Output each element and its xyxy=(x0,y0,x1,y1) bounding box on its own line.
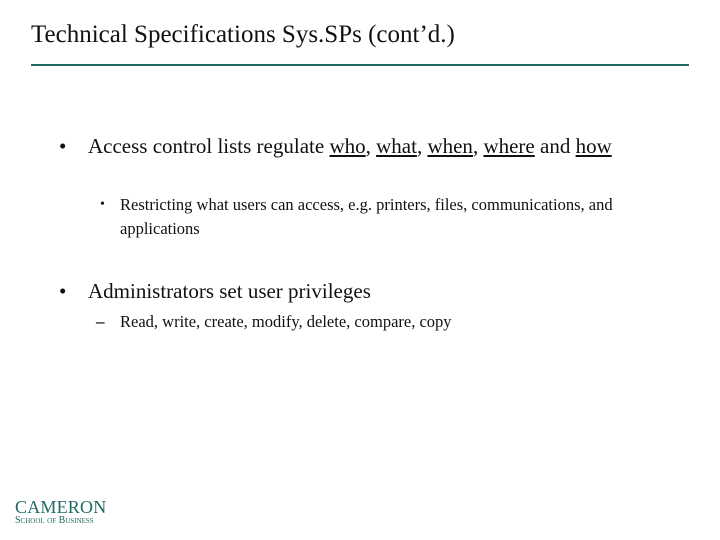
subbullet-dash-marker: – xyxy=(96,312,105,331)
subbullet-restricting-access xyxy=(100,193,640,241)
cameron-logo xyxy=(15,497,115,531)
subbullet-marker: • xyxy=(100,197,105,212)
bullet-text-part: , xyxy=(416,134,428,158)
subbullet-text: Read, write, create, modify, delete, compare, copy xyxy=(120,312,452,331)
bullet-marker: • xyxy=(59,279,67,303)
underlined-how: how xyxy=(575,134,612,158)
bullet-text-part: and xyxy=(534,134,576,158)
logo-subtitle: School of Business xyxy=(15,515,94,526)
bullet-text-part: , xyxy=(365,134,377,158)
underlined-who: who xyxy=(329,134,366,158)
bullet-marker: • xyxy=(59,134,67,158)
slide-title: Technical Specifications Sys.SPs (cont’d.) xyxy=(31,21,455,48)
underlined-when: when xyxy=(427,134,473,158)
logo-wordmark: CAMERON xyxy=(15,497,107,517)
subbullet-text: Restricting what users can access, e.g. printers, files, communications, and applications xyxy=(120,195,613,238)
underlined-what: what xyxy=(376,134,417,158)
bullet-administrators xyxy=(59,277,688,306)
underlined-where: where xyxy=(483,134,535,158)
bullet-text-part: , xyxy=(472,134,484,158)
bullet-text-part: Access control lists regulate xyxy=(88,134,330,158)
title-divider xyxy=(31,64,689,66)
bullet-access-control xyxy=(59,132,688,161)
bullet-text: Administrators set user privileges xyxy=(88,279,371,303)
subbullet-privileges-list xyxy=(96,310,640,334)
